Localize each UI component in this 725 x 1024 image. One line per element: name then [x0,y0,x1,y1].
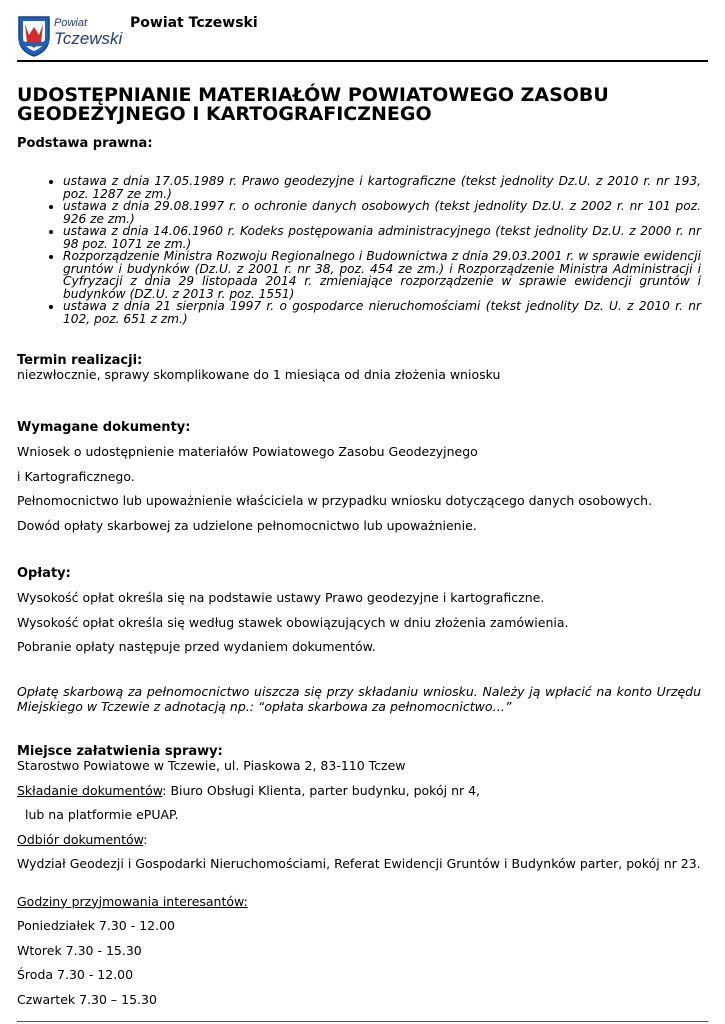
deadline-heading: Termin realizacji: [17,353,143,368]
page-title-line2: GEODEZYJNEGO I KARTOGRAFICZNEGO [17,103,432,125]
list-item: • ustawa z dnia 21 sierpnia 1997 r. o gospodarce nieruchomościami (tekst jednolity Dz. U. z 2010 r. nr 102, poz. 651 z zm.) [63,300,701,325]
logo-text-line2: Tczewski [54,29,123,48]
submission-alt: lub na platformie ePUAP. [25,807,179,822]
documents-heading: Wymagane dokumenty: [17,420,191,435]
fee-item: Wysokość opłat określa się na podstawie ustawy Prawo geodezyjne i kartograficzne. [17,590,545,605]
logo-text-line1: Powiat [54,17,88,29]
document-item: i Kartograficznego. [17,468,135,484]
pickup-colon: : [143,831,148,847]
document-item: Pełnomocnictwo lub upoważnienie właściciela w przypadku wniosku dotyczącego danych osobowych. [17,493,653,508]
document-item: Dowód opłaty skarbowej za udzielone pełnomocnictwo lub upoważnienie. [17,517,477,533]
place-heading: Miejsce załatwienia sprawy: [17,743,223,759]
submission-line [17,779,701,804]
hours-item: Czwartek 7.30 – 15.30 [17,991,157,1007]
submission-label: Składanie dokumentów [17,782,163,798]
page-header [17,13,708,61]
legal-basis-list [17,175,701,325]
hours-item: Poniedziałek 7.30 - 12.00 [17,918,175,933]
footer-divider [17,1021,708,1022]
list-item: • Rozporządzenie Ministra Rozwoju Regionalnego i Budownictwa z dnia 29.03.2001 r. w sprawie ewidencji gruntów i budynków (Dz.U. z 2001 r. nr 38, poz. 454 ze zm.) i Rozporządzenie Ministra Administracji i Cyfryzacji z dnia 29 listopada 2014 r. zmieniające rozporządzenie w sprawie ewidencji gruntów i budynków (DZ.U. z 2013 r. poz. 1551) [63,250,701,300]
fee-item: Pobranie opłaty następuje przed wydaniem dokumentów. [17,639,376,654]
submission-text: : Biuro Obsługi Klienta, parter budynku, pokój nr 4, [162,782,481,798]
pickup-line [17,828,701,853]
site-title[interactable]: Powiat Tczewski [130,15,258,31]
legal-basis-heading: Podstawa prawna: [17,136,153,151]
hours-item: Wtorek 7.30 - 15.30 [17,942,142,958]
place-address: Starostwo Powiatowe w Tczewie, ul. Piaskowa 2, 83-110 Tczew [17,757,406,773]
stamp-fee-note: Opłatę skarbową za pełnomocnictwo uiszcza się przy składaniu wniosku. Należy ją wpłacić na konto Urzędu Miejskiego w Tczewie z adnotacją np.: “opłata skarbowa za pełnomocnictwo…” [17,683,701,714]
fees-heading: Opłaty: [17,566,71,581]
page-title [17,86,701,124]
header-divider [17,60,708,62]
list-item: • ustawa z dnia 14.06.1960 r. Kodeks postępowania administracyjnego (tekst jednolity Dz.U. z 2000 r. nr 98 poz. 1071 ze zm.) [63,225,701,250]
list-item: • ustawa z dnia 17.05.1989 r. Prawo geodezyjne i kartograficzne (tekst jednolity Dz.U. z 2010 r. nr 193, poz. 1287 ze zm.) [63,175,701,200]
pickup-label: Odbiór dokumentów [17,831,144,847]
document-item: Wniosek o udostępnienie materiałów Powiatowego Zasobu Geodezyjnego [17,444,478,459]
logo[interactable] [17,15,123,59]
deadline-text: niezwłocznie, sprawy skomplikowane do 1 miesiąca od dnia złożenia wniosku [17,367,501,382]
hours-heading: Godziny przyjmowania interesantów: [17,893,248,909]
page-title-line1: UDOSTĘPNIANIE MATERIAŁÓW POWIATOWEGO ZASOBU [17,84,609,106]
coat-of-arms-icon [17,15,51,57]
hours-item: Środa 7.30 - 12.00 [17,967,134,982]
fee-item: Wysokość opłat określa się według stawek obowiązujących w dniu złożenia zamówienia. [17,614,569,630]
main-content [17,86,701,1012]
pickup-text: Wydział Geodezji i Gospodarki Nieruchomościami, Referat Ewidencji Gruntów i Budynków parter, pokój nr 23. [17,856,701,871]
list-item: • ustawa z dnia 29.08.1997 r. o ochronie danych osobowych (tekst jednolity Dz.U. z 2002 r. nr 101 poz. 926 ze zm.) [63,200,701,225]
